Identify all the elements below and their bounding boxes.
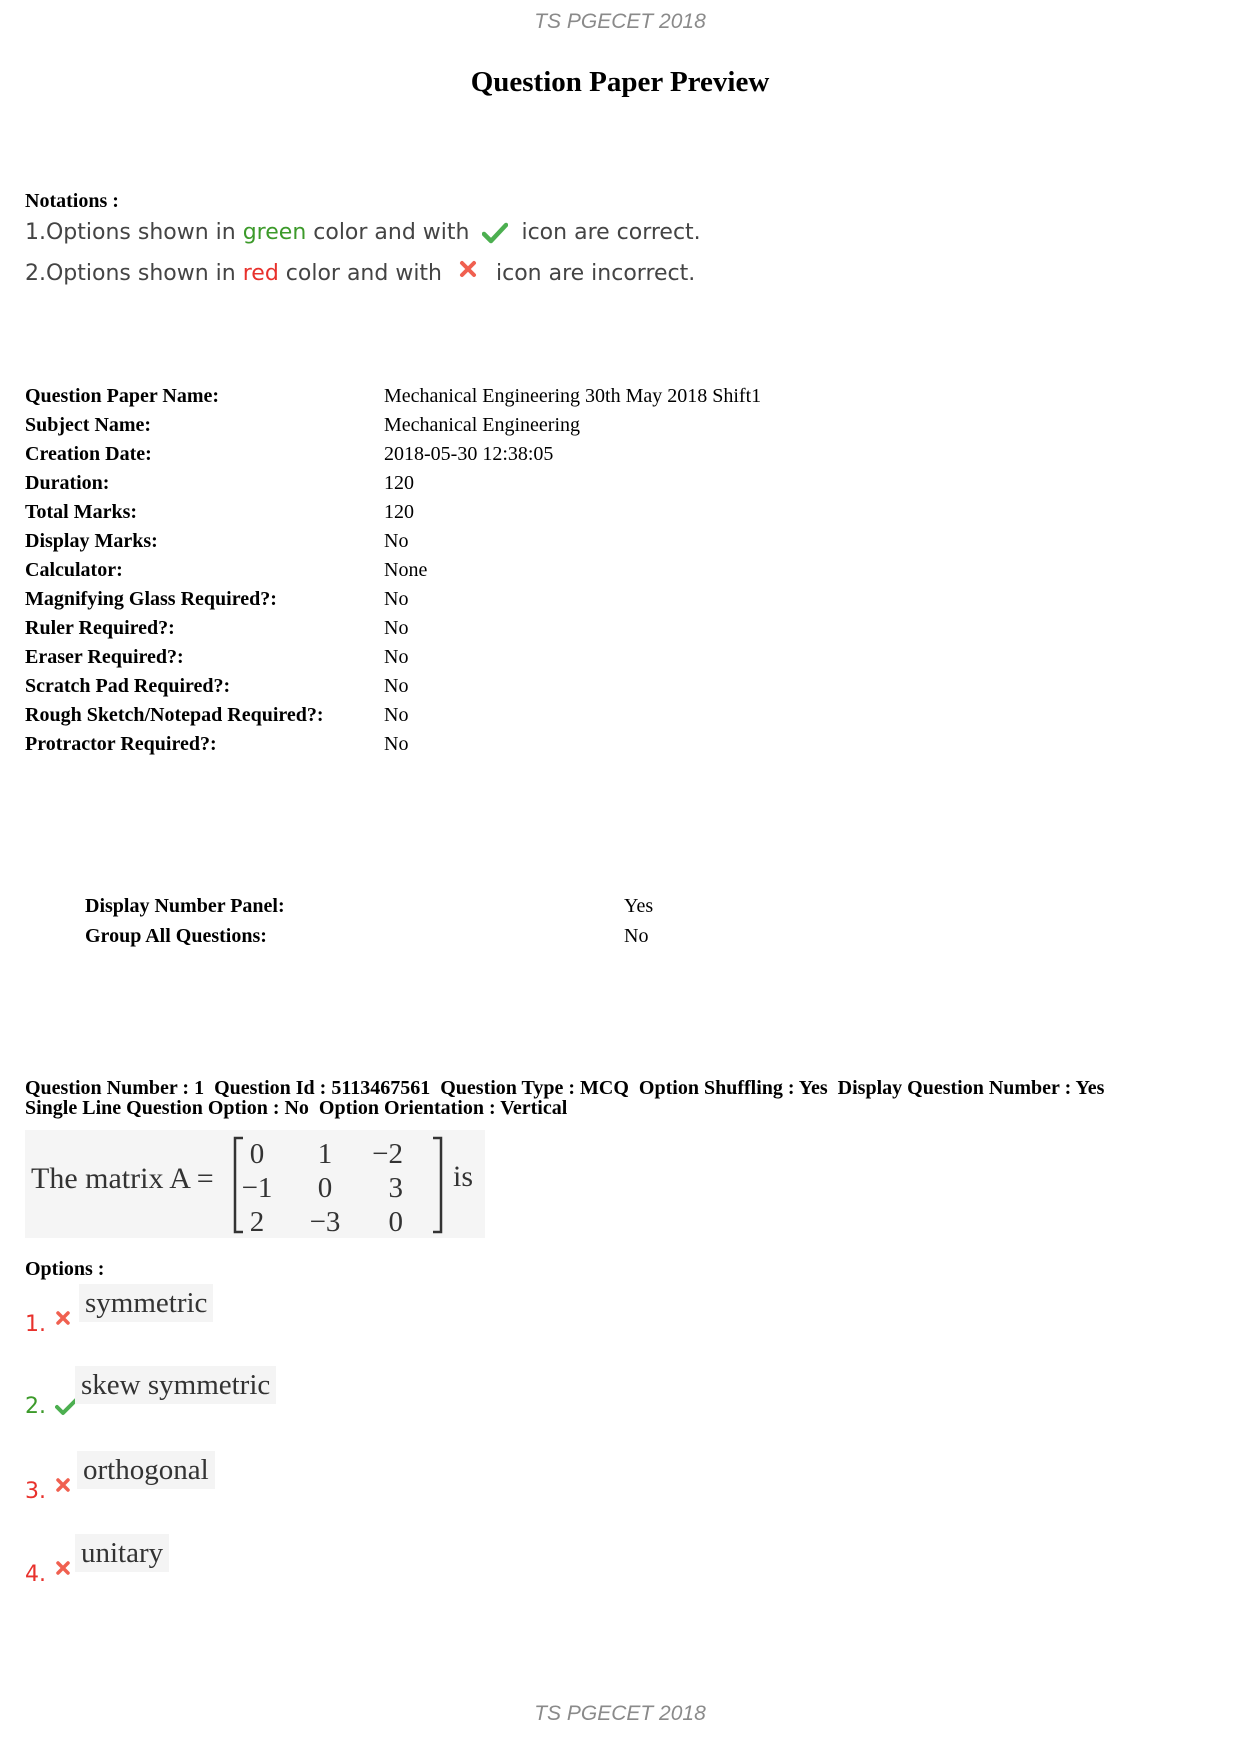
paper-info-row	[25, 385, 761, 414]
paper-info-value: No	[384, 675, 409, 697]
paper-info-value: 120	[384, 501, 414, 523]
cross-icon	[55, 1560, 71, 1576]
cross-icon	[459, 260, 477, 278]
question-header-line2: Single Line Question Option : No Option Orientation : Vertical	[25, 1097, 568, 1119]
paper-info-row	[25, 530, 761, 559]
paper-info-row	[25, 472, 761, 501]
option-item	[25, 1369, 425, 1432]
panel-info-table	[85, 895, 653, 955]
notation-incorrect-color-word: red	[242, 260, 279, 286]
paper-info-row	[25, 646, 761, 675]
check-icon	[482, 222, 508, 244]
paper-info-row	[25, 414, 761, 443]
notations-heading: Notations :	[25, 190, 119, 212]
notation-correct-suffix: icon are correct.	[514, 220, 701, 245]
paper-info-table	[25, 385, 761, 762]
matrix-cell: 1	[317, 1138, 333, 1170]
paper-info-label: Eraser Required?:	[25, 646, 184, 668]
question-header-line1: Question Number : 1 Question Id : 5113467561 Question Type : MCQ Option Shuffling : Yes Display Question Number : Yes	[25, 1077, 1105, 1099]
option-item	[25, 1537, 425, 1600]
paper-info-value: No	[384, 588, 409, 610]
paper-info-label: Ruler Required?:	[25, 617, 175, 639]
notation-incorrect-prefix: 2.Options shown in	[25, 260, 243, 286]
panel-info-value: Yes	[624, 895, 654, 917]
matrix-cell: 0	[317, 1172, 333, 1204]
cross-icon	[55, 1310, 71, 1326]
paper-info-label: Duration:	[25, 472, 110, 494]
notation-incorrect-suffix: icon are incorrect.	[489, 260, 696, 286]
paper-info-label: Question Paper Name:	[25, 385, 220, 407]
options-heading: Options :	[25, 1258, 105, 1280]
page-header: TS PGECET 2018	[534, 10, 706, 33]
option-number: 3.	[25, 1479, 46, 1504]
paper-info-label: Protractor Required?:	[25, 733, 217, 755]
option-item	[25, 1287, 425, 1350]
option-text: skew symmetric	[75, 1366, 276, 1404]
paper-info-row	[25, 675, 761, 704]
matrix-cell: −1	[241, 1172, 273, 1204]
paper-info-value: Mechanical Engineering 30th May 2018 Shift1	[384, 385, 762, 407]
matrix-right-bracket	[433, 1138, 441, 1232]
paper-info-label: Scratch Pad Required?:	[25, 675, 231, 697]
panel-info-row	[85, 925, 653, 955]
page-title: Question Paper Preview	[470, 66, 770, 98]
matrix-cell: −3	[309, 1206, 341, 1238]
matrix-cell: 0	[388, 1206, 403, 1238]
paper-info-value: No	[384, 530, 409, 552]
option-item	[25, 1454, 425, 1517]
matrix-cell: −2	[372, 1138, 403, 1170]
paper-info-row	[25, 501, 761, 530]
option-number: 4.	[25, 1562, 46, 1587]
question-suffix: is	[453, 1160, 474, 1193]
paper-info-value: No	[384, 617, 409, 639]
panel-info-label: Display Number Panel:	[85, 895, 285, 917]
option-text: unitary	[75, 1534, 169, 1572]
option-text: orthogonal	[77, 1451, 215, 1489]
page-footer: TS PGECET 2018	[534, 1702, 706, 1725]
paper-info-row	[25, 588, 761, 617]
notation-incorrect-middle: color and with	[278, 260, 449, 286]
paper-info-value: No	[384, 733, 409, 755]
matrix	[25, 1130, 485, 1238]
paper-info-value: None	[384, 559, 428, 581]
paper-info-value: 120	[384, 472, 414, 494]
paper-info-row	[25, 559, 761, 588]
matrix-cell: 3	[388, 1172, 403, 1204]
option-number: 2.	[25, 1394, 46, 1419]
option-number: 1.	[25, 1312, 46, 1337]
paper-info-label: Magnifying Glass Required?:	[25, 588, 277, 610]
paper-info-value: No	[384, 646, 409, 668]
paper-info-label: Total Marks:	[25, 501, 138, 523]
notation-correct	[25, 220, 701, 245]
notation-incorrect	[25, 260, 695, 286]
paper-info-row	[25, 704, 761, 733]
paper-info-value: 2018-05-30 12:38:05	[384, 443, 554, 465]
paper-info-row	[25, 733, 761, 762]
panel-info-value: No	[624, 925, 649, 947]
paper-info-row	[25, 617, 761, 646]
panel-info-label: Group All Questions:	[85, 925, 267, 947]
paper-info-value: No	[384, 704, 409, 726]
paper-info-value: Mechanical Engineering	[384, 414, 581, 436]
question-text	[25, 1130, 485, 1238]
paper-info-label: Creation Date:	[25, 443, 152, 465]
option-text: symmetric	[79, 1284, 213, 1322]
notation-correct-prefix: 1.Options shown in	[25, 220, 243, 245]
notation-correct-middle: color and with	[306, 220, 477, 245]
paper-info-label: Rough Sketch/Notepad Required?:	[25, 704, 324, 726]
cross-icon	[55, 1477, 71, 1493]
panel-info-row	[85, 895, 653, 925]
matrix-cell: 2	[249, 1206, 265, 1238]
question-header	[25, 1078, 1104, 1118]
notation-correct-color-word: green	[242, 220, 307, 245]
paper-info-row	[25, 443, 761, 472]
question-intro: The matrix A =	[31, 1162, 214, 1195]
paper-info-label: Display Marks:	[25, 530, 158, 552]
paper-info-label: Calculator:	[25, 559, 123, 581]
paper-info-label: Subject Name:	[25, 414, 152, 436]
matrix-cell: 0	[249, 1138, 265, 1170]
